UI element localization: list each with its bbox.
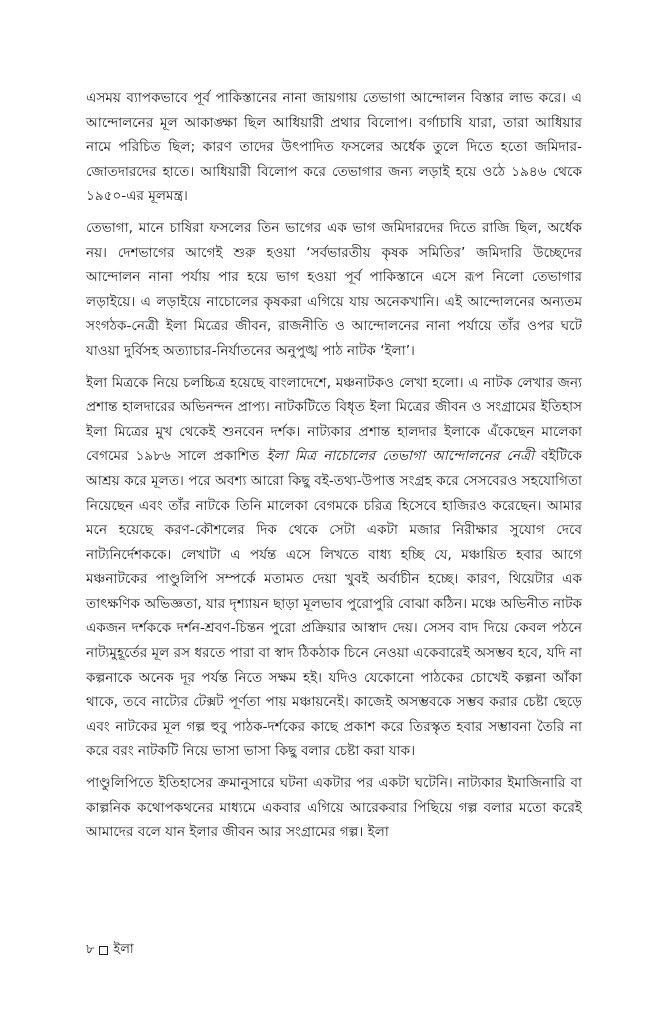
book-title-italic: ইলা মিত্র নাচোলের তেভাগা আন্দোলনের নেত্রী: [266, 448, 534, 465]
running-title: ইলা: [113, 942, 134, 957]
paragraph-1: এসময় ব্যাপকভাবে পূর্ব পাকিস্তানের নানা জায়গায় তেভাগা আন্দোলন বিস্তার লাভ করে। এ আন্দোলনের মূল আকাঙ্ক্ষা ছিল আধিয়ারী প্রথার বিলোপ। বর্গাচাষি যারা, তারা আধিয়ার নামে পরিচিত ছিল; কারণ তাদের উৎপাদিত ফসলের অর্ধেক তুলে দিতে হতো জমিদার-জোতদারদের হাতে। আধিয়ারী বিলোপ করে তেভাগার জন্য লড়াই হয়ে ওঠে ১৯৪৬ থেকে ১৯৫০-এর মূলমন্ত্র।: [86, 90, 582, 205]
paragraph-3: [86, 371, 582, 765]
page-footer: [86, 940, 134, 960]
paragraph-3-text-b: বইটিকে আশ্রয় করে মূলত। পরে অবশ্য আরো কিছু বই-তথ্য-উপাত্ত সংগ্রহ করে সেসবেরও সহযোগিতা নিয়েছেন এবং তাঁর নাটকে তিনি মালেকা বেগমকে চরিত্র হিসেবে হাজিরও করেছেন। আমার মনে হয়েছে করণ-কৌশলের দিক থেকে সেটা একটা মজার নিরীক্ষার সুযোগ দেবে নাট্যনির্দেশককে। লেখাটা এ পর্যন্ত এসে লিখতে বাধ্য হচ্ছি যে, মঞ্চায়িত হবার আগে মঞ্চনাটকের পাণ্ডুলিপি সম্পর্কে মতামত দেয়া খুবই অর্বাচীন হচ্ছে। কারণ, থিয়েটার এক তাৎক্ষণিক অভিজ্ঞতা, যার দৃশ্যায়ন ছাড়া মূলভাব পুরোপুরি বোঝা কঠিন। মঞ্চে অভিনীত নাটক একজন দর্শককে দর্শন-শ্রবণ-চিন্তন পুরো প্রক্রিয়ার আস্বাদ দেয়। সেসব বাদ দিয়ে কেবল পঠনে নাট্যমুহূর্তের মূল রস ধরতে পারা বা স্বাদ ঠিকঠাক চিনে নেওয়া একেবারেই অসম্ভব হবে, যদি না কল্পনাকে অনেক দূর পর্যন্ত নিতে সক্ষম হই। যদিও যেকোনো পাঠকের চোখেই কল্পনা আঁকা থাকে, তবে নাট্যের টেক্সট পূর্ণতা পায় মঞ্চায়নেই। কাজেই অসম্ভবকে সম্ভব করার চেষ্টা ছেড়ে এবং নাটকের মূল গল্প হুবু পাঠক-দর্শকের কাছে প্রকাশ করে তিরস্কৃত হবার সম্ভাবনা তৈরি না করে বরং নাটকটি নিয়ে ভাসা ভাসা কিছু বলার চেষ্টা করা যাক।: [86, 448, 582, 760]
paragraph-4: পাণ্ডুলিপিতে ইতিহাসের ক্রমানুসারে ঘটনা একটার পর একটা ঘটেনি। নাট্যকার ইমাজিনারি বা কাল্পনিক কথোপকথনের মাধ্যমে একবার এগিয়ে আরেকবার পিছিয়ে গল্প বলার মতো করেই আমাদের বলে যান ইলার জীবন আর সংগ্রামের গল্প। ইলা: [86, 775, 582, 841]
square-separator-icon: [99, 946, 108, 955]
paragraph-2: তেভাগা, মানে চাষিরা ফসলের তিন ভাগের এক ভাগ জমিদারদের দিতে রাজি ছিল, অর্ধেক নয়। দেশভাগের আগেই শুরু হওয়া ‘সর্বভারতীয় কৃষক সমিতির’ জমিদারি উচ্ছেদের আন্দোলন নানা পর্যায় পার হয়ে ভাগ হওয়া পূর্ব পাকিস্তানে এসে রূপ নিলো তেভাগার লড়াইয়ে। এ লড়াইয়ে নাচোলের কৃষকরা এগিয়ে যায় অনেকখানি। এই আন্দোলনের অন্যতম সংগঠক-নেত্রী ইলা মিত্রের জীবন, রাজনীতি ও আন্দোলনের নানা পর্যায়ে তাঁর ওপর ঘটে যাওয়া দুর্বিসহ অত্যাচার-নির্যাতনের অনুপুঙ্খ পাঠ নাটক ‘ইলা’।: [86, 219, 582, 359]
page-body: [86, 86, 582, 852]
paragraph-3-text-a: ইলা মিত্রকে নিয়ে চলচ্চিত্র হয়েছে বাংলাদেশে, মঞ্চনাটকও লেখা হলো। এ নাটক লেখার জন্য প্রশান্ত হালদারের অভিনন্দন প্রাপ্য। নাটকটিতে বিধৃত ইলা মিত্রের জীবন ও সংগ্রামের ইতিহাস ইলা মিত্রের মুখ থেকেই শুনবেন দর্শক। নাট্যকার প্রশান্ত হালদার ইলাকে এঁকেছেন মালেকা বেগমের ১৯৮৬ সালে প্রকাশিত: [86, 374, 582, 465]
page-number: ৮: [86, 942, 95, 957]
